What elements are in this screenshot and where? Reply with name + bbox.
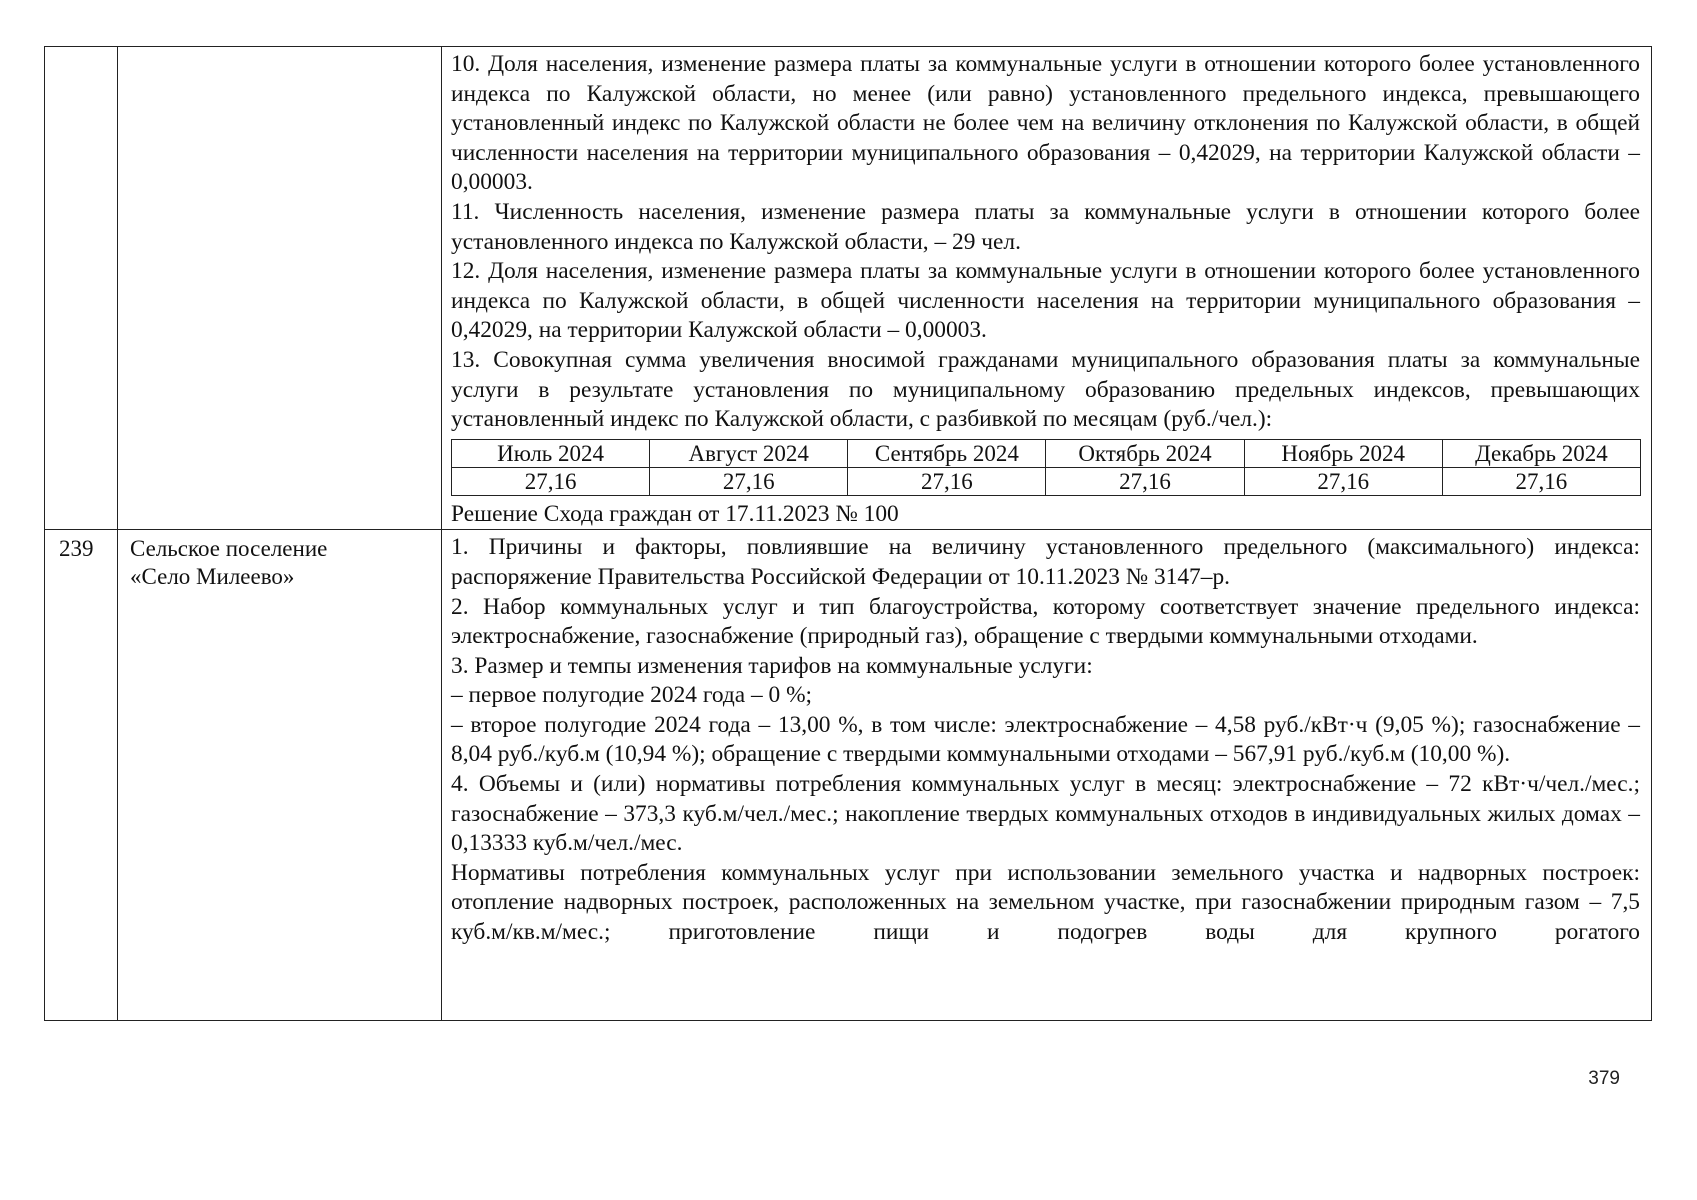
document-table <box>44 46 1650 1060</box>
main-table <box>44 46 1652 1021</box>
paragraph-10: 10. Доля населения, изменение размера платы за коммунальные услуги в отношении которого более установленного индекса по Калужской области, но менее (или равно) установленного предельного индекса, превышающего установленный индекс по Калужской области не более чем на величину отклонения по Калужской области, в общей численности населения на территории муниципального образования – 0,42029, на территории Калужской области – 0,00003. <box>451 51 1640 196</box>
paragraph-5: Нормативы потребления коммунальных услуг при использовании земельного участка и надворных построек: отопление надворных построек, расположенных на земельном участке, при газоснабжении природным газом – 7,5 куб.м/кв.м/мес.; приготовление пищи и подогрев воды для крупного рогатого <box>451 859 1640 946</box>
settlement-name-line2: «Село Милеево» <box>130 564 295 590</box>
row-name-cell <box>118 530 442 1021</box>
monthly-sum-table <box>451 439 1641 496</box>
month-value: 27,16 <box>452 467 650 495</box>
settlement-name <box>118 530 441 591</box>
table-row-continued <box>45 47 1652 530</box>
paragraph-11: 11. Численность населения, изменение размера платы за коммунальные услуги в отношении которого более установленного индекса по Калужской области, – 29 чел. <box>451 198 1640 255</box>
month-value: 27,16 <box>1046 467 1244 495</box>
paragraph-4: 4. Объемы и (или) нормативы потребления коммунальных услуг в месяц: электроснабжение – 72 кВт·ч/чел./мес.; газоснабжение – 373,3 куб.м/чел./мес.; накопление твердых коммунальных отходов в индивидуальных жилых домах – 0,13333 куб.м/чел./мес. <box>451 771 1640 857</box>
month-value: 27,16 <box>650 467 848 495</box>
month-header: Июль 2024 <box>452 439 650 467</box>
months-header-row <box>452 439 1641 467</box>
month-header: Сентябрь 2024 <box>848 439 1046 467</box>
month-header: Декабрь 2024 <box>1442 439 1640 467</box>
paragraph-3: 3. Размер и темпы изменения тарифов на коммунальные услуги: <box>451 652 1093 679</box>
month-value: 27,16 <box>848 467 1046 495</box>
paragraph-3a: – первое полугодие 2024 года – 0 %; <box>451 682 813 709</box>
row-content-cell <box>442 47 1652 530</box>
settlement-name-line1: Сельское поселение <box>130 536 328 562</box>
paragraph-3b: – второе полугодие 2024 года – 13,00 %, в том числе: электроснабжение – 4,58 руб./кВт·ч (9,05 %); газоснабжение – 8,04 руб./куб.м (10,94 %); обращение с твердыми коммунальными отходами – 567,91 руб./куб.м (10,00 %). <box>451 711 1640 768</box>
month-header: Октябрь 2024 <box>1046 439 1244 467</box>
row-number-cell <box>45 47 118 530</box>
months-value-row <box>452 467 1641 495</box>
paragraph-1: 1. Причины и факторы, повлиявшие на величину установленного предельного (максимального) индекса: распоряжение Правительства Российской Федерации от 10.11.2023 № 3147–р. <box>451 534 1640 590</box>
month-value: 27,16 <box>1442 467 1640 495</box>
row-content-cell <box>442 530 1652 1021</box>
paragraph-2: 2. Набор коммунальных услуг и тип благоустройства, которому соответствует значение предельного индекса: электроснабжение, газоснабжение (природный газ), обращение с твердыми коммунальными отходами. <box>451 593 1640 650</box>
row-number: 239 <box>59 536 94 562</box>
decision-text: Решение Схода граждан от 17.11.2023 № 100 <box>451 500 899 527</box>
table-row-239 <box>45 530 1652 1021</box>
row-name-cell <box>118 47 442 530</box>
page-number: 379 <box>1588 1068 1620 1089</box>
paragraph-12: 12. Доля населения, изменение размера платы за коммунальные услуги в отношении которого более установленного индекса по Калужской области, в общей численности населения на территории муниципального образования – 0,42029, на территории Калужской области – 0,00003. <box>451 258 1640 344</box>
month-header: Ноябрь 2024 <box>1244 439 1442 467</box>
month-header: Август 2024 <box>650 439 848 467</box>
month-value: 27,16 <box>1244 467 1442 495</box>
paragraph-13: 13. Совокупная сумма увеличения вносимой гражданами муниципального образования платы за коммунальные услуги в результате установления по муниципальному образованию предельных индексов, превышающих установленный индекс по Калужской области, с разбивкой по месяцам (руб./чел.): <box>451 346 1640 433</box>
row-number-cell <box>45 530 118 1021</box>
